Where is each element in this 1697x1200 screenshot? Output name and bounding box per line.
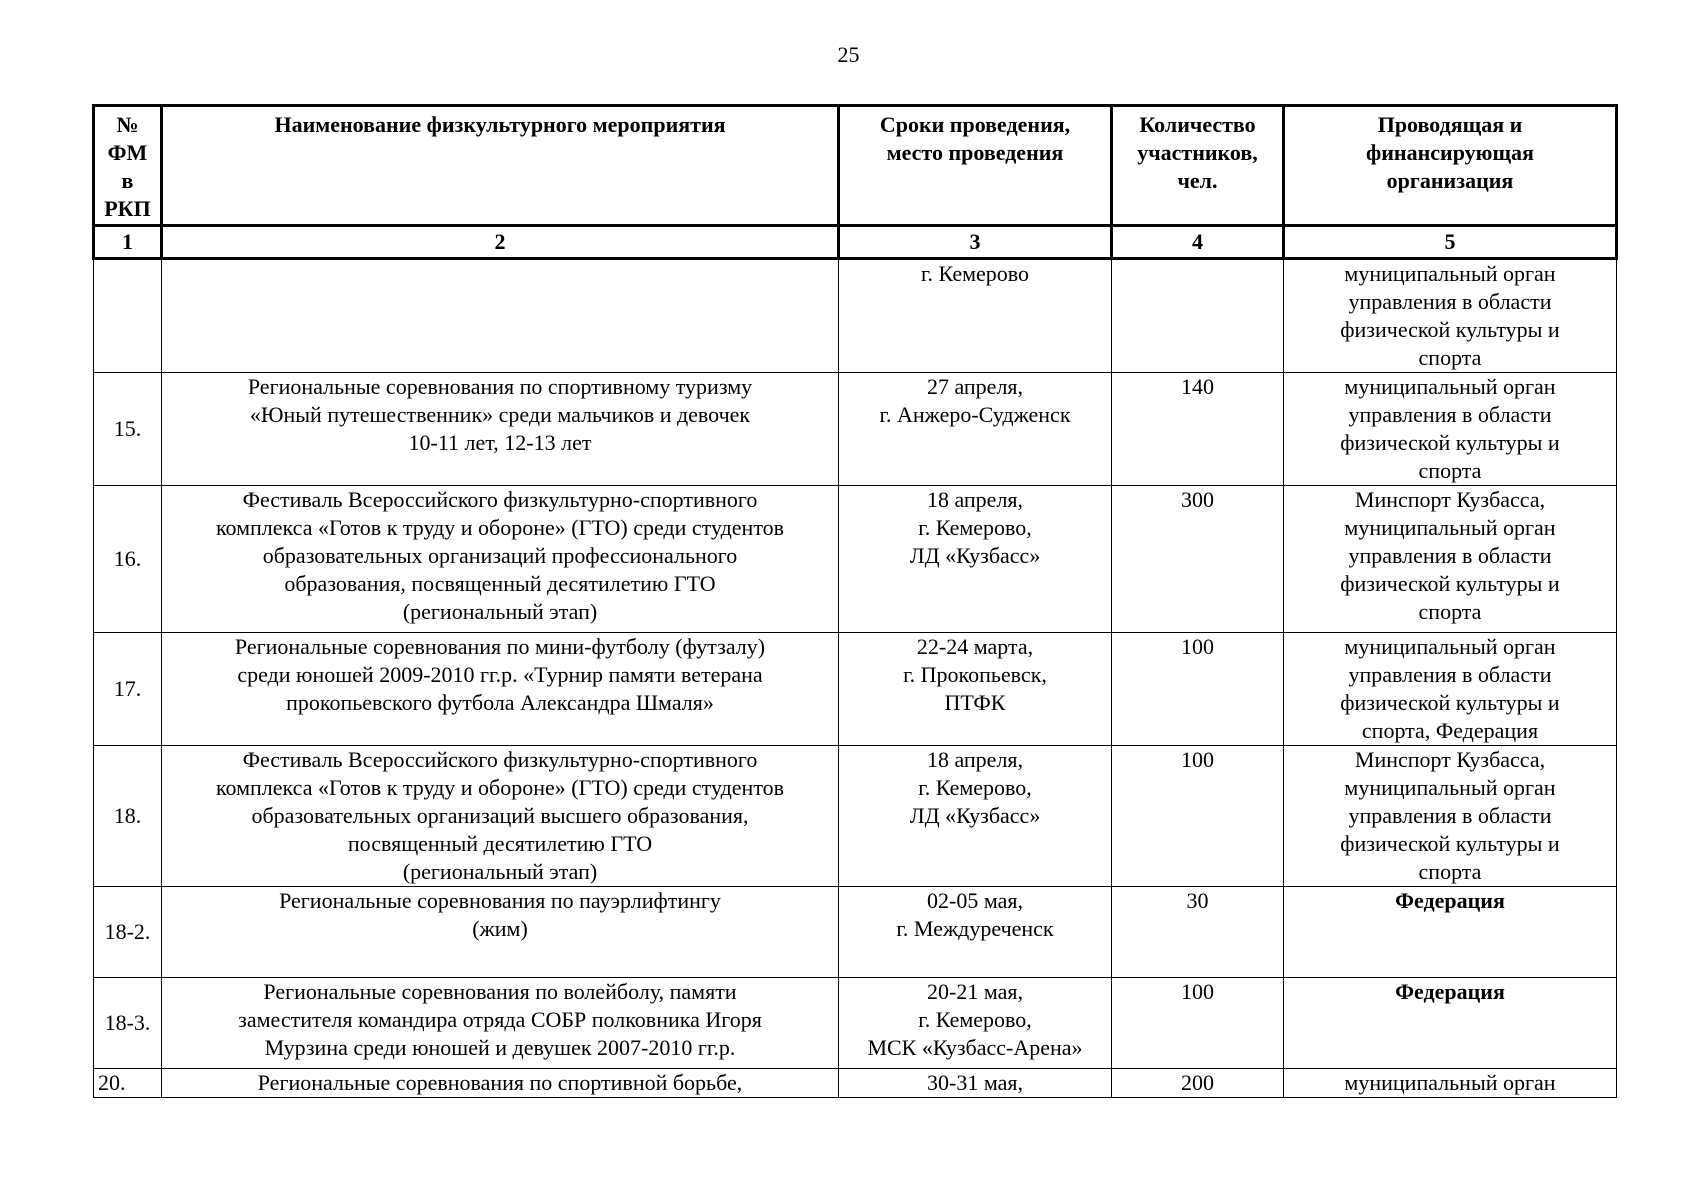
row-number: 15. (94, 373, 162, 486)
participant-count: 30 (1112, 887, 1284, 978)
event-dates: г. Кемерово (839, 259, 1112, 373)
page-number: 25 (837, 42, 860, 67)
column-number: 5 (1284, 226, 1617, 259)
organizer: муниципальный орган управления в области физической культуры и спорта (1284, 373, 1617, 486)
event-dates: 22-24 марта, г. Прокопьевск, ПТФК (839, 633, 1112, 746)
event-dates: 18 апреля, г. Кемерово, ЛД «Кузбасс» (839, 746, 1112, 887)
event-name: Региональные соревнования по спортивной борьбе, (162, 1069, 839, 1098)
participant-count: 100 (1112, 978, 1284, 1069)
event-dates: 27 апреля, г. Анжеро-Судженск (839, 373, 1112, 486)
table-row (94, 1069, 1617, 1098)
row-number: 18-3. (94, 978, 162, 1069)
organizer: муниципальный орган управления в области физической культуры и спорта, Федерация (1284, 633, 1617, 746)
row-number: 18. (94, 746, 162, 887)
events-table (92, 104, 1618, 1098)
event-dates: 02-05 мая, г. Междуреченск (839, 887, 1112, 978)
event-name: Фестиваль Всероссийского физкультурно-спортивного комплекса «Готов к труду и обороне» (ГТО) среди студентов образовательных организаций профессионального образования, посвященный десятилетию ГТО (региональный этап) (162, 486, 839, 633)
header-dates: Сроки проведения, место проведения (839, 106, 1112, 226)
participant-count (1112, 259, 1284, 373)
table-row (94, 373, 1617, 486)
participant-count: 200 (1112, 1069, 1284, 1098)
table-header-row (94, 106, 1617, 226)
organizer: муниципальный орган (1284, 1069, 1617, 1098)
row-number: 16. (94, 486, 162, 633)
row-number (94, 259, 162, 373)
participant-count: 100 (1112, 746, 1284, 887)
table-row (94, 978, 1617, 1069)
event-name: Региональные соревнования по мини-футболу (футзалу) среди юношей 2009-2010 гг.р. «Турнир памяти ветерана прокопьевского футбола Александра Шмаля» (162, 633, 839, 746)
header-org: Проводящая и финансирующая организация (1284, 106, 1617, 226)
table-row (94, 887, 1617, 978)
column-number: 3 (839, 226, 1112, 259)
column-number: 1 (94, 226, 162, 259)
table-row (94, 259, 1617, 373)
row-number: 17. (94, 633, 162, 746)
event-name (162, 259, 839, 373)
participant-count: 100 (1112, 633, 1284, 746)
organizer: Минспорт Кузбасса, муниципальный орган управления в области физической культуры и спорта (1284, 746, 1617, 887)
organizer: муниципальный орган управления в области физической культуры и спорта (1284, 259, 1617, 373)
column-number-row (94, 226, 1617, 259)
organizer: Федерация (1284, 887, 1617, 978)
row-number: 18-2. (94, 887, 162, 978)
organizer: Федерация (1284, 978, 1617, 1069)
event-name: Фестиваль Всероссийского физкультурно-спортивного комплекса «Готов к труду и обороне» (ГТО) среди студентов образовательных организаций высшего образования, посвященный десятилетию ГТО (региональный этап) (162, 746, 839, 887)
column-number: 2 (162, 226, 839, 259)
header-num: № ФМ в РКП (94, 106, 162, 226)
header-name: Наименование физкультурного мероприятия (162, 106, 839, 226)
event-name: Региональные соревнования по спортивному туризму «Юный путешественник» среди мальчиков и девочек 10-11 лет, 12-13 лет (162, 373, 839, 486)
event-dates: 30-31 мая, (839, 1069, 1112, 1098)
table-row (94, 746, 1617, 887)
event-dates: 18 апреля, г. Кемерово, ЛД «Кузбасс» (839, 486, 1112, 633)
event-dates: 20-21 мая, г. Кемерово, МСК «Кузбасс-Арена» (839, 978, 1112, 1069)
table-row (94, 633, 1617, 746)
header-count: Количество участников, чел. (1112, 106, 1284, 226)
row-number: 20. (94, 1069, 162, 1098)
organizer: Минспорт Кузбасса, муниципальный орган управления в области физической культуры и спорта (1284, 486, 1617, 633)
participant-count: 300 (1112, 486, 1284, 633)
event-name: Региональные соревнования по пауэрлифтингу (жим) (162, 887, 839, 978)
table-row (94, 486, 1617, 633)
column-number: 4 (1112, 226, 1284, 259)
participant-count: 140 (1112, 373, 1284, 486)
event-name: Региональные соревнования по волейболу, памяти заместителя командира отряда СОБР полковника Игоря Мурзина среди юношей и девушек 2007-2010 гг.р. (162, 978, 839, 1069)
